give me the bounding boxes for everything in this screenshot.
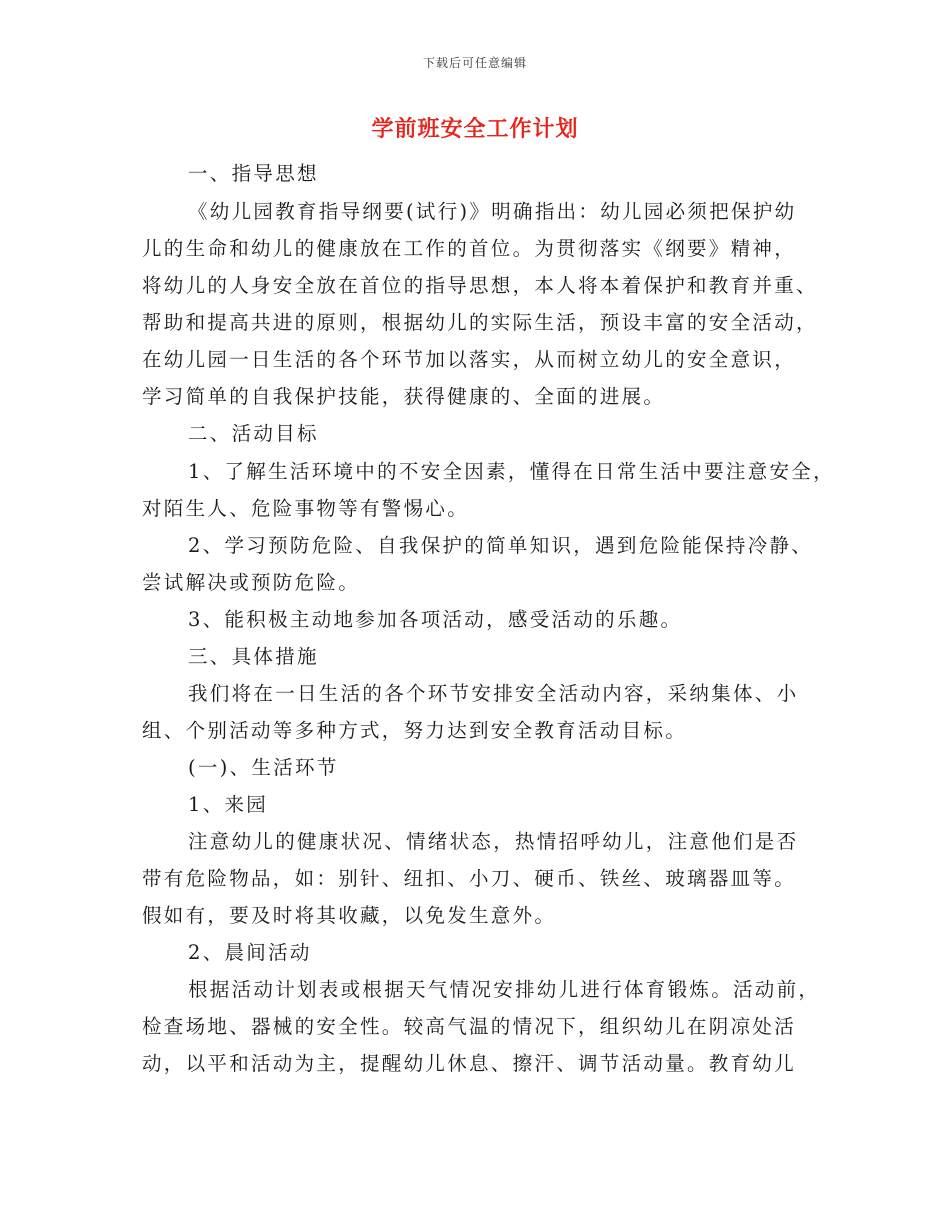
paragraph-line: 动，以平和活动为主，提醒幼儿休息、擦汗、调节活动量。教育幼儿 xyxy=(142,1052,797,1075)
section-heading-guiding-thought: 一、指导思想 xyxy=(188,162,319,185)
paragraph-line: 带有危险物品，如：别针、纽扣、小刀、硬币、铁丝、玻璃器皿等。 xyxy=(142,867,797,890)
paragraph-line: 学习简单的自我保护技能，获得健康的、全面的进展。 xyxy=(142,385,666,408)
paragraph-line: 组、个别活动等多种方式，努力达到安全教育活动目标。 xyxy=(142,719,688,742)
paragraph-line: 将幼儿的人身安全放在首位的指导思想，本人将本着保护和教育并重、 xyxy=(142,274,818,297)
paragraph-line: 《幼儿园教育指导纲要(试行)》明确指出：幼儿园必须把保护幼 xyxy=(188,200,797,223)
paragraph-line: 帮助和提高共进的原则，根据幼儿的实际生活，预设丰富的安全活动， xyxy=(142,311,818,334)
section-heading-goals: 二、活动目标 xyxy=(188,422,319,445)
paragraph-line: 2、学习预防危险、自我保护的简单知识，遇到危险能保持冷静、 xyxy=(188,534,814,557)
subsection-heading-life: (一)、生活环节 xyxy=(188,756,339,779)
header-note: 下载后可任意编辑 xyxy=(422,56,527,70)
paragraph-line: 检查场地、器械的安全性。较高气温的情况下，组织幼儿在阴凉处活 xyxy=(142,1015,797,1038)
subsection-heading-morning: 2、晨间活动 xyxy=(188,941,312,964)
paragraph-line: 对陌生人、危险事物等有警惕心。 xyxy=(142,497,470,520)
section-heading-measures: 三、具体措施 xyxy=(188,645,319,668)
subsection-heading-arrival: 1、来园 xyxy=(188,793,269,816)
paragraph-line: 注意幼儿的健康状况、情绪状态，热情招呼幼儿，注意他们是否 xyxy=(188,830,799,853)
paragraph-line: 尝试解决或预防危险。 xyxy=(142,571,361,594)
paragraph-line: 在幼儿园一日生活的各个环节加以落实，从而树立幼儿的安全意识， xyxy=(142,348,797,371)
paragraph-line: 根据活动计划表或根据天气情况安排幼儿进行体育锻炼。活动前， xyxy=(188,978,821,1001)
paragraph-line: 假如有，要及时将其收藏，以免发生意外。 xyxy=(142,904,557,927)
document-title: 学前班安全工作计划 xyxy=(371,117,579,142)
paragraph-line: 3、能积极主动地参加各项活动，感受活动的乐趣。 xyxy=(188,608,683,631)
paragraph-line: 1、了解生活环境中的不安全因素，懂得在日常生活中要注意安全， xyxy=(188,460,835,483)
paragraph-line: 我们将在一日生活的各个环节安排安全活动内容，采纳集体、小 xyxy=(188,682,799,705)
paragraph-line: 儿的生命和幼儿的健康放在工作的首位。为贯彻落实《纲要》精神， xyxy=(142,237,797,260)
